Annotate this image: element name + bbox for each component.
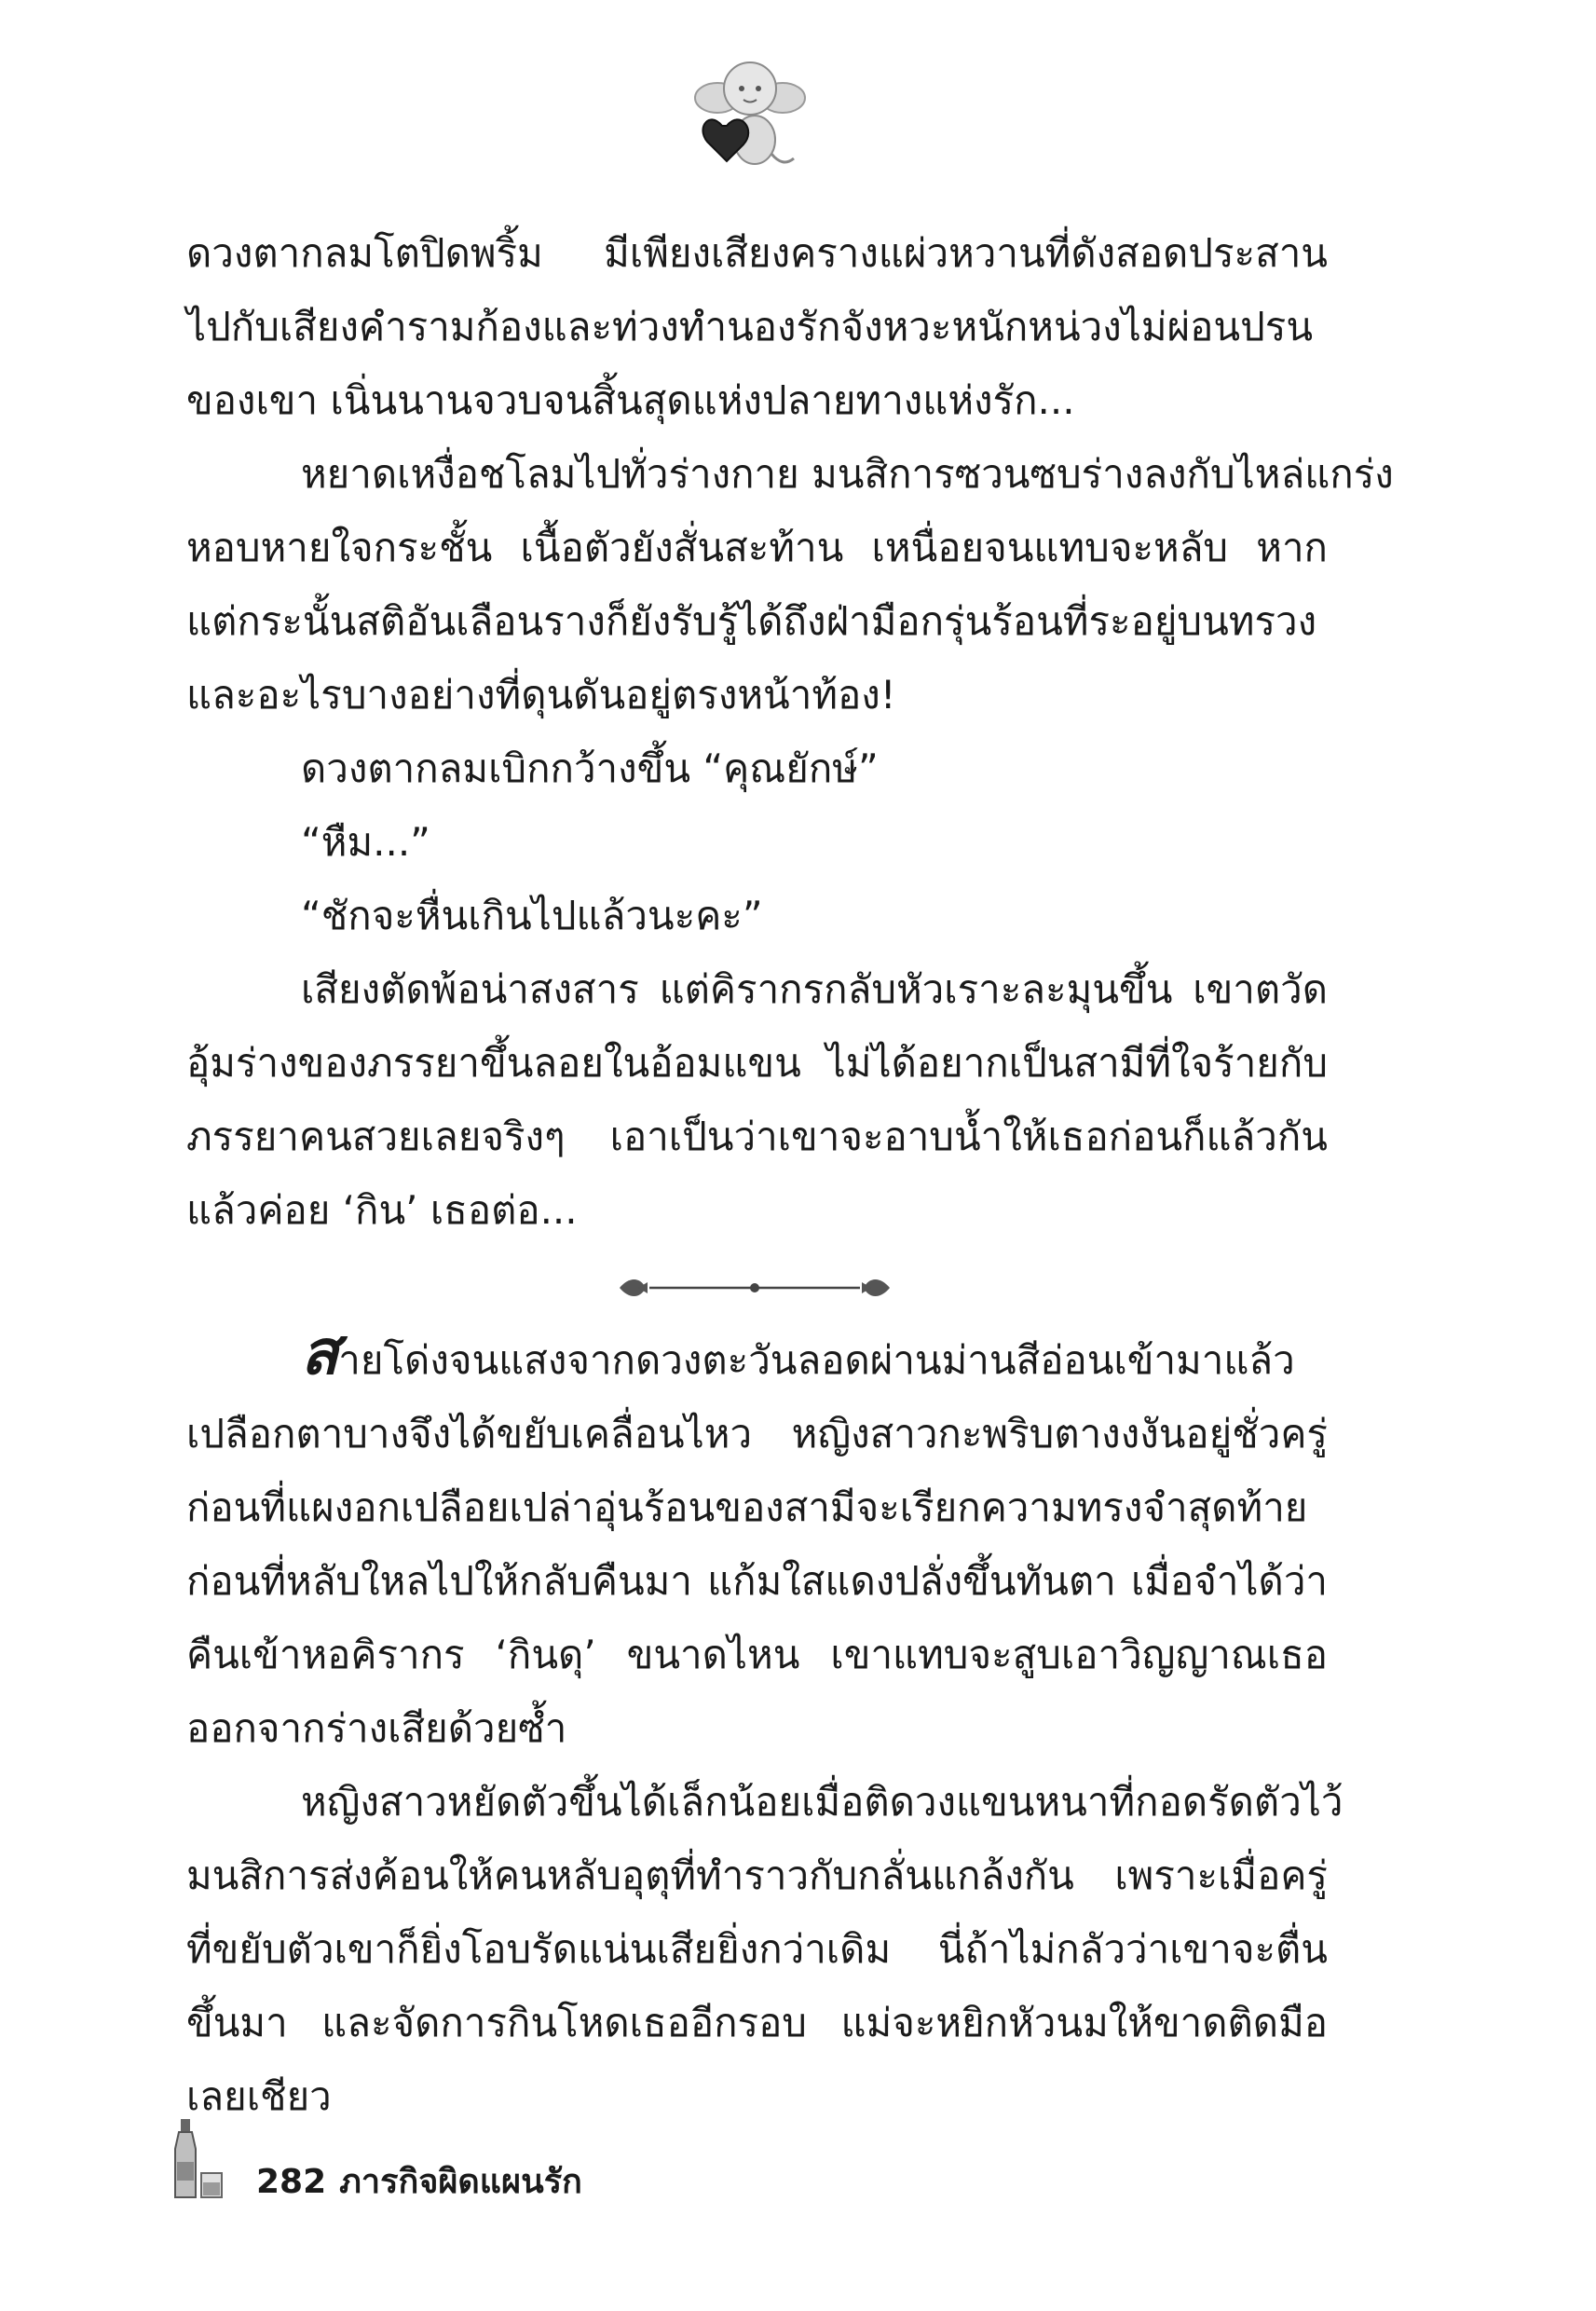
- text-line: ขึ้นมา และจัดการกินโหดเธออีกรอบ แม่จะหยิกหัวนมให้ขาดติดมือ: [186, 2000, 1328, 2045]
- text-line: แต่กระนั้นสติอันเลือนรางก็ยังรับรู้ได้ถึงฝ่ามือกรุ่นร้อนที่ระอยู่บนทรวง: [186, 598, 1317, 644]
- text-line: ออกจากร่างเสียด้วยซ้ำ: [186, 1705, 567, 1751]
- text-line: เสียงตัดพ้อน่าสงสาร แต่คิรากรกลับหัวเราะละมุนขึ้น เขาตวัด: [301, 966, 1328, 1012]
- text-line: “ชักจะหื่นเกินไปแล้วนะคะ”: [301, 893, 763, 938]
- text-line: เลยเชียว: [186, 2073, 332, 2119]
- dropcap-letter: ส: [301, 1316, 339, 1388]
- text-line: ก่อนที่หลับใหลไปให้กลับคืนมา แก้มใสแดงปลั่งขึ้นทันตา เมื่อจำได้ว่า: [186, 1558, 1328, 1604]
- text-line: ที่ขยับตัวเขาก็ยิ่งโอบรัดแน่นเสียยิ่งกว่าเดิม นี่ถ้าไม่กลัวว่าเขาจะตื่น: [186, 1926, 1328, 1972]
- text-line: ดวงตากลมโตปิดพริ้ม มีเพียงเสียงครางแผ่วหวานที่ดังสอดประสาน: [186, 230, 1328, 276]
- page-number: 282: [256, 2163, 327, 2201]
- section-divider-ornament: [610, 1269, 899, 1306]
- text-line: แล้วค่อย ‘กิน’ เธอต่อ...: [186, 1187, 578, 1233]
- text-line: ของเขา เนิ่นนานจวบจนสิ้นสุดแห่งปลายทางแห่งรัก...: [186, 377, 1075, 423]
- text-line: หอบหายใจกระชั้น เนื้อตัวยังสั่นสะท้าน เหนื่อยจนแทบจะหลับ หาก: [186, 525, 1328, 570]
- text-block-1: [186, 216, 1394, 1247]
- text-line: เปลือกตาบางจึงได้ขยับเคลื่อนไหว หญิงสาวกะพริบตางงงันอยู่ชั่วครู่: [186, 1411, 1328, 1456]
- text-line: ก่อนที่แผงอกเปลือยเปล่าอุ่นร้อนของสามีจะเรียกความทรงจำสุดท้าย: [186, 1484, 1308, 1530]
- text-line: ภรรยาคนสวยเลยจริงๆ เอาเป็นว่าเขาจะอาบน้ำให้เธอก่อนก็แล้วกัน: [186, 1114, 1328, 1159]
- text-line: ไปกับเสียงคำรามก้องและท่วงทำนองรักจังหวะหนักหน่วงไม่ผ่อนปรน: [186, 304, 1314, 349]
- dropcap-line-text: ายโด่งจนแสงจากดวงตะวันลอดผ่านม่านสีอ่อนเข้ามาแล้ว: [338, 1337, 1295, 1383]
- text-line: หยาดเหงื่อชโลมไปทั่วร่างกาย มนสิการซวนซบร่างลงกับไหล่แกร่ง: [301, 451, 1394, 497]
- text-line: และอะไรบางอย่างที่ดุนดันอยู่ตรงหน้าท้อง!: [186, 672, 896, 718]
- cupid-ornament-icon: [689, 51, 811, 182]
- text-block-2: [186, 1316, 1344, 2133]
- text-line: คืนเข้าหอคิรากร ‘กินดุ’ ขนาดไหน เขาแทบจะสูบเอาวิญญาณเธอ: [186, 1632, 1328, 1677]
- text-line: หญิงสาวหยัดตัวขึ้นได้เล็กน้อยเมื่อติดวงแขนหนาที่กอดรัดตัวไว้: [301, 1779, 1344, 1825]
- text-line: มนสิการส่งค้อนให้คนหลับอุตุที่ทำราวกับกลั่นแกล้งกัน เพราะเมื่อครู่: [186, 1853, 1328, 1898]
- text-line: “หืม...”: [301, 819, 430, 865]
- book-title: ภารกิจผิดแผนรัก: [339, 2163, 582, 2201]
- bottle-and-glass-icon: [168, 2117, 242, 2201]
- footer-text: [256, 2154, 595, 2208]
- page-footer: [168, 2117, 727, 2201]
- text-line: อุ้มร่างของภรรยาขึ้นลอยในอ้อมแขน ไม่ได้อยากเป็นสามีที่ใจร้ายกับ: [186, 1040, 1328, 1086]
- text-line: ดวงตากลมเบิกกว้างขึ้น “คุณยักษ์”: [301, 745, 879, 791]
- dropcap-line: [186, 1316, 1328, 1397]
